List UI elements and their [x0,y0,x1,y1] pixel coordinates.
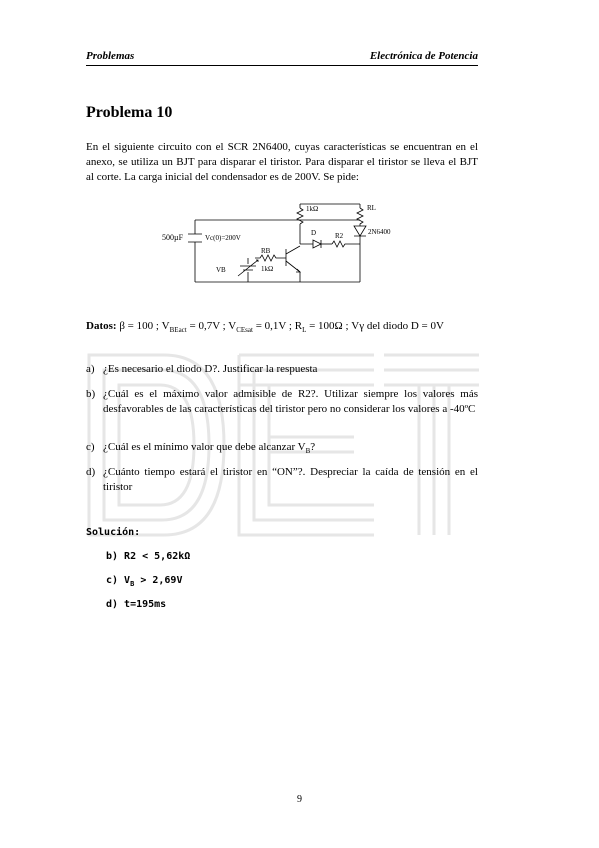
problem-title: Problema 10 [86,104,173,121]
solution-c: c) $V_B > 2,69V$ [106,575,183,588]
r1-label: 1kΩ [306,205,319,213]
header-rule [86,65,478,66]
solution-label: Solución: [86,527,141,538]
page-number: 9 [297,794,302,805]
vb-label: VB [216,266,226,274]
r2-label: R2 [335,232,344,240]
circuit-diagram [160,194,420,294]
page-header [86,50,478,64]
cap-value: 500µF [162,233,184,242]
cap-voltage: Vc(0)=200V [205,234,241,242]
d-label: D [311,229,317,237]
solution-d: d) t=195ms [106,599,167,610]
solution-b: b) R2 < 5,62kΩ [106,551,191,562]
problem-intro: En el siguiente circuito con el SCR 2N6400, cuyas características se encuentran en el anexo, se utiliza un BJT para disparar el tiristor. Para disparar el tiristor se lleva el BJT al corte. La carga inicial del condensador es de 200V. Se pide: [86,141,478,183]
scr-label: 2N6400 [368,228,391,236]
rb-value: 1kΩ [261,265,274,273]
datos-label: Datos: [86,320,117,332]
rb-label: RB [261,247,271,255]
datos-line: Datos: β = 100 ; $V_{BEact} = 0,7V$ ; $V_{CEsat} = 0,1V$ ; $R_L = 100\Omega$ ; Vγ del diodo D = 0V [86,320,444,335]
header-left: Problemas [86,50,135,62]
header-right: Electrónica de Potencia [369,50,478,62]
rl-label: RL [367,204,376,212]
